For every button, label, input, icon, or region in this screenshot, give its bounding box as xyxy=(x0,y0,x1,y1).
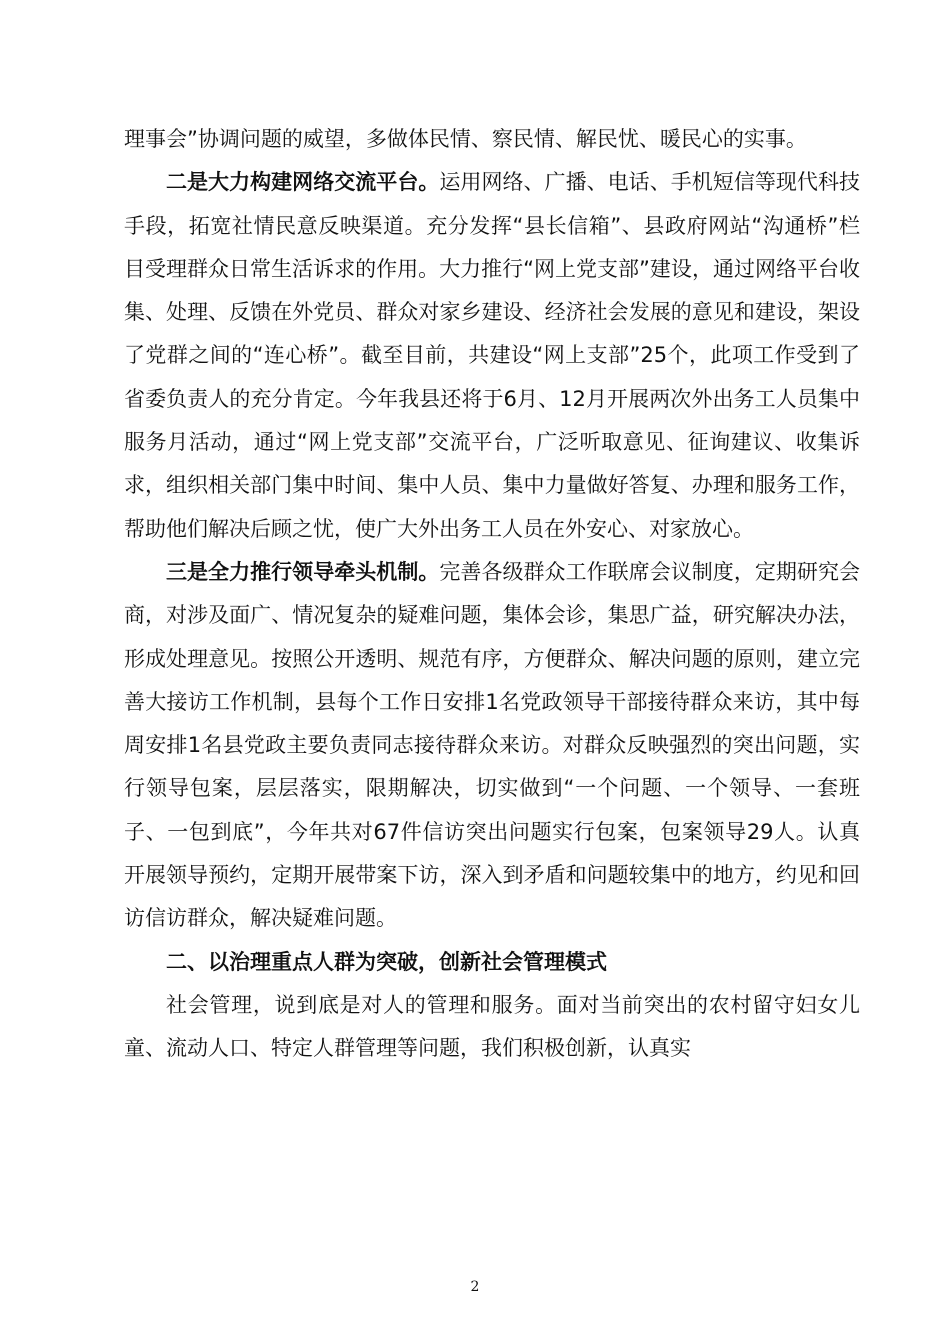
paragraph-network-platform xyxy=(124,161,860,551)
paragraph-continuation xyxy=(124,118,860,161)
paragraph-text: 社会管理，说到底是对人的管理和服务。面对当前突出的农村留守妇女儿童、流动人口、特定人群管理等问题，我们积极创新，认真实 xyxy=(124,992,860,1061)
section-heading: 二、以治理重点人群为突破，创新社会管理模式 xyxy=(166,949,607,974)
paragraph-text: 理事会”协调问题的威望，多做体民情、察民情、解民忧、暖民心的实事。 xyxy=(124,127,807,151)
paragraph-lead: 二是大力构建网络交流平台。 xyxy=(166,170,440,195)
page-number: 2 xyxy=(470,1279,480,1295)
paragraph-text: 完善各级群众工作联席会议制度，定期研究会商，对涉及面广、情况复杂的疑难问题，集体会诊，集思广益，研究解决办法，形成处理意见。按照公开透明、规范有序，方便群众、解决问题的原则，建立完善大接访工作机制，县每个工作日安排1名党政领导干部接待群众来访，其中每周安排1名县党政主要负责同志接待群众来访。对群众反映强烈的突出问题，实行领导包案，层层落实，限期解决，切实做到“一个问题、一个领导、一套班子、一包到底”，今年共对67件信访突出问题实行包案，包案领导29人。认真开展领导预约，定期开展带案下访，深入到矛盾和问题较集中的地方，约见和回访信访群众，解决疑难问题。 xyxy=(124,559,860,931)
paragraph-leadership-mechanism xyxy=(124,551,860,941)
paragraph-lead: 三是全力推行领导牵头机制。 xyxy=(166,559,440,584)
paragraph-social-management xyxy=(124,984,860,1071)
paragraph-text: 运用网络、广播、电话、手机短信等现代科技手段，拓宽社情民意反映渠道。充分发挥“县长信箱”、县政府网站“沟通桥”栏目受理群众日常生活诉求的作用。大力推行“网上党支部”建设，通过网络平台收集、处理、反馈在外党员、群众对家乡建设、经济社会发展的意见和建设，架设了党群之间的“连心桥”。截至目前，共建设“网上支部”25个，此项工作受到了省委负责人的充分肯定。今年我县还将于6月、12月开展两次外出务工人员集中服务月活动，通过“网上党支部”交流平台，广泛听取意见、征询建议、收集诉求，组织相关部门集中时间、集中人员、集中力量做好答复、办理和服务工作，帮助他们解决后顾之忧，使广大外出务工人员在外安心、对家放心。 xyxy=(124,170,860,541)
document-body xyxy=(124,118,860,1071)
